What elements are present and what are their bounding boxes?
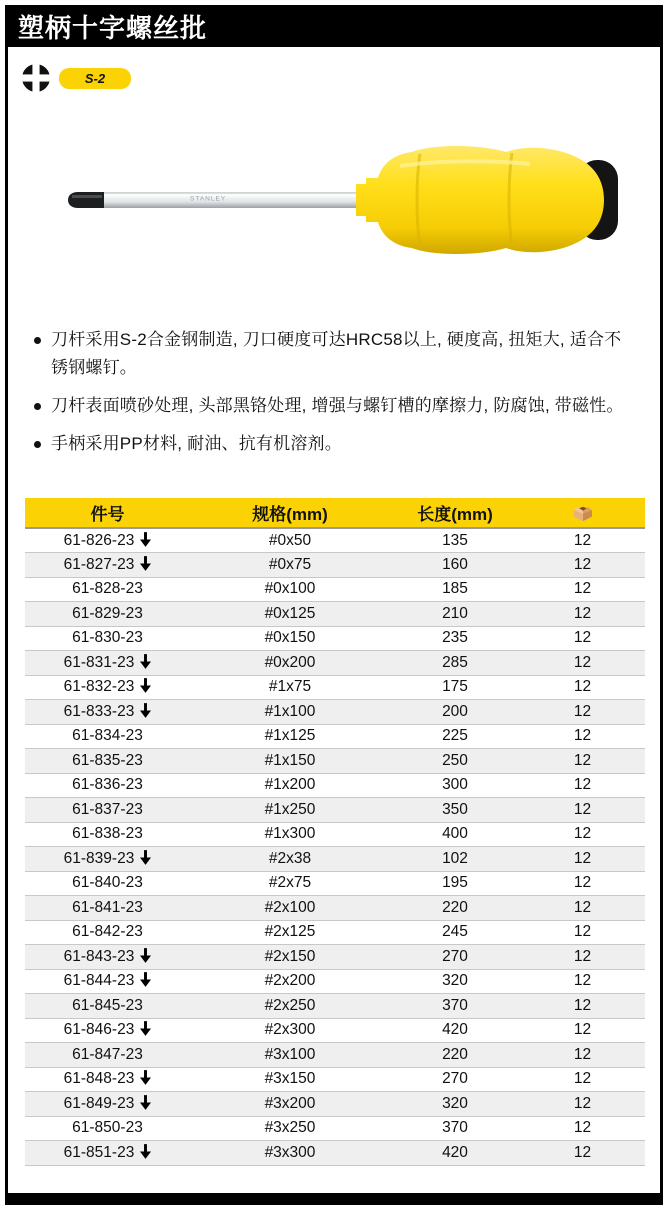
part-number-cell bbox=[25, 553, 190, 578]
spec-cell: #3x300 bbox=[190, 1141, 390, 1166]
table-row bbox=[25, 577, 645, 602]
spec-cell: #3x200 bbox=[190, 1092, 390, 1117]
part-number-cell bbox=[25, 1092, 190, 1117]
pack-qty-cell: 12 bbox=[520, 773, 645, 798]
pack-qty-cell: 12 bbox=[520, 1141, 645, 1166]
down-arrow-icon bbox=[140, 850, 151, 865]
length-cell: 210 bbox=[390, 602, 520, 627]
down-arrow-icon bbox=[140, 556, 151, 571]
part-number-cell bbox=[25, 1141, 190, 1166]
part-number-cell bbox=[25, 651, 190, 676]
steel-grade-badge: S-2 bbox=[59, 68, 131, 89]
part-number: 61-844-23 bbox=[63, 972, 135, 990]
part-number: 61-838-23 bbox=[72, 825, 143, 843]
part-number: 61-849-23 bbox=[63, 1094, 135, 1112]
part-number: 61-843-23 bbox=[63, 947, 135, 965]
table-row bbox=[25, 1092, 645, 1117]
table-row bbox=[25, 553, 645, 578]
length-cell: 320 bbox=[390, 969, 520, 994]
package-box-icon bbox=[572, 504, 594, 522]
spec-cell: #0x125 bbox=[190, 602, 390, 627]
part-number-cell bbox=[25, 749, 190, 774]
table-row bbox=[25, 1043, 645, 1068]
part-number-cell bbox=[25, 847, 190, 872]
spec-cell: #3x100 bbox=[190, 1043, 390, 1068]
length-cell: 270 bbox=[390, 945, 520, 970]
length-cell: 235 bbox=[390, 626, 520, 651]
table-row bbox=[25, 1067, 645, 1092]
part-number-cell bbox=[25, 602, 190, 627]
pack-qty-cell: 12 bbox=[520, 920, 645, 945]
table-row bbox=[25, 969, 645, 994]
length-cell: 420 bbox=[390, 1141, 520, 1166]
part-number-cell bbox=[25, 1018, 190, 1043]
parts-table-header bbox=[25, 498, 645, 528]
spec-cell: #1x75 bbox=[190, 675, 390, 700]
pack-qty-cell: 12 bbox=[520, 847, 645, 872]
down-arrow-icon bbox=[140, 1144, 151, 1159]
spec-cell: #2x125 bbox=[190, 920, 390, 945]
bottom-whitespace bbox=[8, 1166, 660, 1194]
pack-qty-cell: 12 bbox=[520, 822, 645, 847]
length-cell: 245 bbox=[390, 920, 520, 945]
part-number-cell bbox=[25, 773, 190, 798]
length-cell: 135 bbox=[390, 528, 520, 553]
part-number: 61-835-23 bbox=[72, 751, 143, 769]
brand-row bbox=[20, 61, 660, 95]
length-cell: 370 bbox=[390, 994, 520, 1019]
part-number: 61-837-23 bbox=[72, 800, 143, 818]
part-number: 61-850-23 bbox=[72, 1119, 143, 1137]
part-number-cell bbox=[25, 700, 190, 725]
spec-cell: #1x300 bbox=[190, 822, 390, 847]
page-title-bar bbox=[5, 5, 663, 47]
down-arrow-icon bbox=[140, 654, 151, 669]
parts-table bbox=[25, 498, 645, 1166]
spec-cell: #0x200 bbox=[190, 651, 390, 676]
feature-item: 刀杆表面喷砂处理, 头部黑铬处理, 增强与螺钉槽的摩擦力, 防腐蚀, 带磁性。 bbox=[34, 392, 636, 420]
pack-qty-cell: 12 bbox=[520, 1043, 645, 1068]
part-number: 61-841-23 bbox=[72, 898, 143, 916]
length-cell: 200 bbox=[390, 700, 520, 725]
length-cell: 270 bbox=[390, 1067, 520, 1092]
spec-cell: #2x200 bbox=[190, 969, 390, 994]
feature-item: 刀杆采用S-2合金钢制造, 刀口硬度可达HRC58以上, 硬度高, 扭矩大, 适合不锈钢螺钉。 bbox=[34, 326, 636, 382]
pack-qty-cell: 12 bbox=[520, 896, 645, 921]
pack-qty-cell: 12 bbox=[520, 798, 645, 823]
spec-cell: #3x150 bbox=[190, 1067, 390, 1092]
spec-cell: #1x150 bbox=[190, 749, 390, 774]
pack-qty-cell: 12 bbox=[520, 626, 645, 651]
page-frame bbox=[5, 5, 663, 1205]
pack-qty-cell: 12 bbox=[520, 675, 645, 700]
part-number-cell bbox=[25, 577, 190, 602]
part-number-cell bbox=[25, 798, 190, 823]
length-cell: 175 bbox=[390, 675, 520, 700]
pack-qty-cell: 12 bbox=[520, 969, 645, 994]
parts-table-body bbox=[25, 528, 645, 1165]
table-row bbox=[25, 675, 645, 700]
part-number-cell bbox=[25, 945, 190, 970]
part-number-cell bbox=[25, 1067, 190, 1092]
length-cell: 320 bbox=[390, 1092, 520, 1117]
part-number: 61-845-23 bbox=[72, 996, 143, 1014]
down-arrow-icon bbox=[140, 1070, 151, 1085]
pack-qty-cell: 12 bbox=[520, 1116, 645, 1141]
spec-cell: #2x150 bbox=[190, 945, 390, 970]
table-row bbox=[25, 602, 645, 627]
header-length: 长度(mm) bbox=[390, 498, 520, 528]
part-number-cell bbox=[25, 1043, 190, 1068]
table-row bbox=[25, 724, 645, 749]
length-cell: 250 bbox=[390, 749, 520, 774]
down-arrow-icon bbox=[140, 1095, 151, 1110]
spec-cell: #2x38 bbox=[190, 847, 390, 872]
feature-list bbox=[34, 326, 636, 468]
pack-qty-cell: 12 bbox=[520, 749, 645, 774]
pack-qty-cell: 12 bbox=[520, 577, 645, 602]
down-arrow-icon bbox=[140, 1021, 151, 1036]
part-number: 61-829-23 bbox=[72, 604, 143, 622]
spec-cell: #0x75 bbox=[190, 553, 390, 578]
table-row bbox=[25, 700, 645, 725]
length-cell: 300 bbox=[390, 773, 520, 798]
table-row bbox=[25, 626, 645, 651]
spec-cell: #0x100 bbox=[190, 577, 390, 602]
part-number: 61-848-23 bbox=[63, 1070, 135, 1088]
length-cell: 220 bbox=[390, 896, 520, 921]
part-number: 61-831-23 bbox=[63, 653, 135, 671]
table-row bbox=[25, 896, 645, 921]
footer-bar bbox=[5, 1193, 663, 1205]
phillips-cross-icon bbox=[20, 62, 52, 94]
pack-qty-cell: 12 bbox=[520, 553, 645, 578]
spec-cell: #1x250 bbox=[190, 798, 390, 823]
down-arrow-icon bbox=[140, 678, 151, 693]
length-cell: 350 bbox=[390, 798, 520, 823]
down-arrow-icon bbox=[140, 532, 151, 547]
part-number: 61-830-23 bbox=[72, 629, 143, 647]
pack-qty-cell: 12 bbox=[520, 651, 645, 676]
length-cell: 420 bbox=[390, 1018, 520, 1043]
pack-qty-cell: 12 bbox=[520, 700, 645, 725]
page-title: 塑柄十字螺丝批 bbox=[18, 12, 208, 43]
part-number-cell bbox=[25, 822, 190, 847]
spec-cell: #1x100 bbox=[190, 700, 390, 725]
part-number: 61-832-23 bbox=[63, 678, 135, 696]
part-number: 61-833-23 bbox=[63, 702, 135, 720]
spec-cell: #2x75 bbox=[190, 871, 390, 896]
table-row bbox=[25, 822, 645, 847]
spec-cell: #1x125 bbox=[190, 724, 390, 749]
table-row bbox=[25, 773, 645, 798]
part-number: 61-827-23 bbox=[63, 555, 135, 573]
part-number: 61-851-23 bbox=[63, 1143, 135, 1161]
table-row bbox=[25, 1116, 645, 1141]
pack-qty-cell: 12 bbox=[520, 994, 645, 1019]
spec-cell: #1x200 bbox=[190, 773, 390, 798]
header-part-number: 件号 bbox=[25, 498, 190, 528]
table-row bbox=[25, 847, 645, 872]
part-number-cell bbox=[25, 920, 190, 945]
table-row bbox=[25, 994, 645, 1019]
part-number-cell bbox=[25, 871, 190, 896]
length-cell: 102 bbox=[390, 847, 520, 872]
pack-qty-cell: 12 bbox=[520, 945, 645, 970]
spec-cell: #0x150 bbox=[190, 626, 390, 651]
part-number: 61-834-23 bbox=[72, 727, 143, 745]
table-row bbox=[25, 871, 645, 896]
part-number-cell bbox=[25, 724, 190, 749]
feature-item: 手柄采用PP材料, 耐油、抗有机溶剂。 bbox=[34, 430, 636, 458]
length-cell: 285 bbox=[390, 651, 520, 676]
screwdriver-image bbox=[60, 140, 620, 270]
pack-qty-cell: 12 bbox=[520, 1067, 645, 1092]
part-number: 61-840-23 bbox=[72, 874, 143, 892]
part-number-cell bbox=[25, 896, 190, 921]
shaft-brand-text: STANLEY bbox=[190, 195, 227, 203]
down-arrow-icon bbox=[140, 948, 151, 963]
pack-qty-cell: 12 bbox=[520, 871, 645, 896]
down-arrow-icon bbox=[140, 972, 151, 987]
spec-cell: #2x100 bbox=[190, 896, 390, 921]
spec-cell: #0x50 bbox=[190, 528, 390, 553]
part-number: 61-826-23 bbox=[63, 531, 135, 549]
header-pack-qty bbox=[520, 498, 645, 528]
part-number: 61-847-23 bbox=[72, 1045, 143, 1063]
table-row bbox=[25, 749, 645, 774]
length-cell: 185 bbox=[390, 577, 520, 602]
table-row bbox=[25, 651, 645, 676]
spec-cell: #3x250 bbox=[190, 1116, 390, 1141]
down-arrow-icon bbox=[140, 703, 151, 718]
part-number-cell bbox=[25, 675, 190, 700]
table-row bbox=[25, 945, 645, 970]
spec-cell: #2x300 bbox=[190, 1018, 390, 1043]
table-row bbox=[25, 528, 645, 553]
pack-qty-cell: 12 bbox=[520, 528, 645, 553]
part-number-cell bbox=[25, 994, 190, 1019]
header-spec: 规格(mm) bbox=[190, 498, 390, 528]
length-cell: 220 bbox=[390, 1043, 520, 1068]
pack-qty-cell: 12 bbox=[520, 1018, 645, 1043]
length-cell: 195 bbox=[390, 871, 520, 896]
part-number-cell bbox=[25, 969, 190, 994]
part-number: 61-828-23 bbox=[72, 580, 143, 598]
length-cell: 400 bbox=[390, 822, 520, 847]
table-row bbox=[25, 920, 645, 945]
part-number: 61-846-23 bbox=[63, 1021, 135, 1039]
table-row bbox=[25, 798, 645, 823]
spec-cell: #2x250 bbox=[190, 994, 390, 1019]
pack-qty-cell: 12 bbox=[520, 724, 645, 749]
screwdriver-tip bbox=[68, 192, 106, 208]
table-row bbox=[25, 1141, 645, 1166]
part-number: 61-842-23 bbox=[72, 923, 143, 941]
part-number-cell bbox=[25, 1116, 190, 1141]
length-cell: 160 bbox=[390, 553, 520, 578]
length-cell: 225 bbox=[390, 724, 520, 749]
pack-qty-cell: 12 bbox=[520, 1092, 645, 1117]
part-number-cell bbox=[25, 528, 190, 553]
pack-qty-cell: 12 bbox=[520, 602, 645, 627]
part-number: 61-836-23 bbox=[72, 776, 143, 794]
part-number-cell bbox=[25, 626, 190, 651]
part-number: 61-839-23 bbox=[63, 849, 135, 867]
length-cell: 370 bbox=[390, 1116, 520, 1141]
table-row bbox=[25, 1018, 645, 1043]
page-content bbox=[8, 47, 660, 1193]
